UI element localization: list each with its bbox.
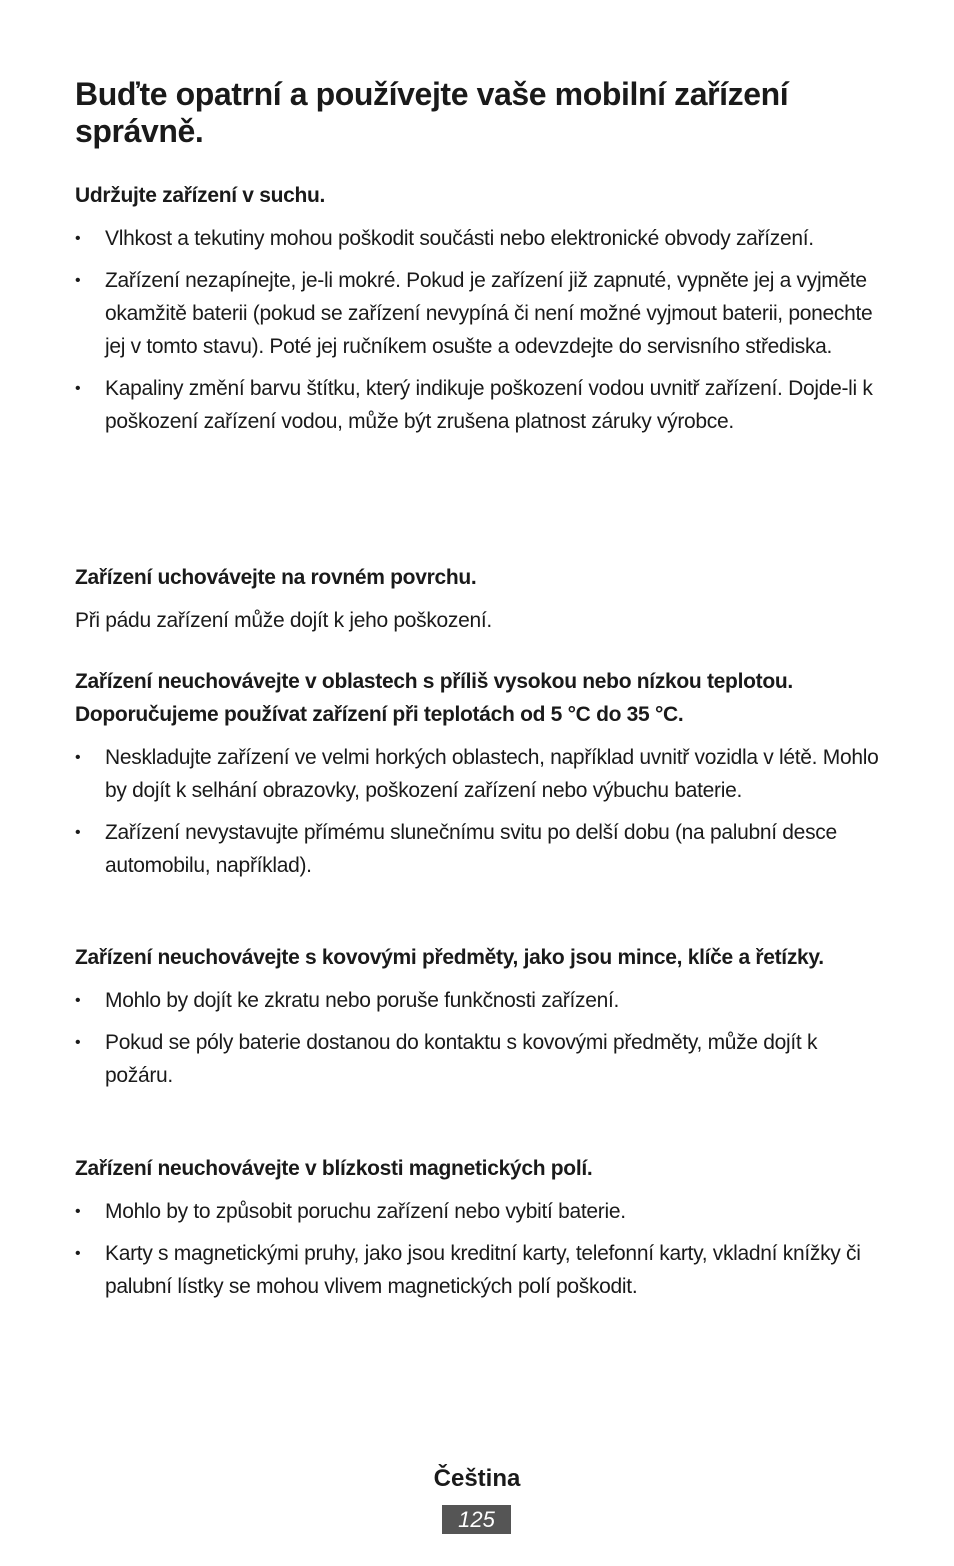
list-item: • Zařízení nevystavujte přímému slunečnímu svitu po delší dobu (na palubní desce automobilu, například). <box>75 816 885 882</box>
section-paragraph: Při pádu zařízení může dojít k jeho poškození. <box>75 609 492 632</box>
footer-language: Čeština <box>433 1465 521 1492</box>
bullet-list <box>75 222 885 438</box>
list-item: • Pokud se póly baterie dostanou do kontaktu s kovovými předměty, může dojít k požáru. <box>75 1026 885 1092</box>
list-item: • Vlhkost a tekutiny mohou poškodit součásti nebo elektronické obvody zařízení. <box>75 222 885 255</box>
bullet-icon: • <box>75 1203 81 1220</box>
list-item: • Neskladujte zařízení ve velmi horkých oblastech, například uvnitř vozidla v létě. Mohlo by dojít k selhání obrazovky, poškození zařízení nebo výbuchu baterie. <box>75 741 885 807</box>
section-heading: Zařízení uchovávejte na rovném povrchu. <box>75 566 477 589</box>
list-item: • Zařízení nezapínejte, je-li mokré. Pokud je zařízení již zapnuté, vypněte jej a vyjměte okamžitě baterii (pokud se zařízení nevypíná či není možné vyjmout baterii, ponechte jej v tomto stavu). Poté jej ručníkem osušte a odevzdejte do servisního střediska. <box>75 264 885 363</box>
section-heading: Udržujte zařízení v suchu. <box>75 184 326 207</box>
section-heading: Zařízení neuchovávejte v blízkosti magnetických polí. <box>75 1157 593 1180</box>
bullet-icon: • <box>75 749 81 766</box>
section-magnetic-fields <box>75 1152 885 1312</box>
bullet-icon: • <box>75 1245 81 1262</box>
list-item: • Kapaliny změní barvu štítku, který indikuje poškození vodou uvnitř zařízení. Dojde-li k poškození zařízení vodou, může být zrušena platnost záruky výrobce. <box>75 372 885 438</box>
list-item: • Mohlo by dojít ke zkratu nebo poruše funkčnosti zařízení. <box>75 984 885 1017</box>
bullet-list <box>75 1195 885 1303</box>
section-heading: Zařízení neuchovávejte s kovovými předměty, jako jsou mince, klíče a řetízky. <box>75 946 824 969</box>
section-temperature <box>75 665 885 891</box>
page-title: Buďte opatrní a používejte vaše mobilní zařízení správně. <box>75 76 789 149</box>
bullet-icon: • <box>75 824 81 841</box>
bullet-list <box>75 741 885 882</box>
bullet-icon: • <box>75 1034 81 1051</box>
list-item: • Mohlo by to způsobit poruchu zařízení nebo vybití baterie. <box>75 1195 885 1228</box>
list-item: • Karty s magnetickými pruhy, jako jsou kreditní karty, telefonní karty, vkladní knížky či palubní lístky se mohou vlivem magnetických polí poškodit. <box>75 1237 885 1303</box>
bullet-icon: • <box>75 272 81 289</box>
section-flat-surface <box>75 561 885 637</box>
bullet-icon: • <box>75 380 81 397</box>
bullet-icon: • <box>75 992 81 1009</box>
page-number-badge: 125 <box>442 1505 511 1534</box>
bullet-icon: • <box>75 230 81 247</box>
section-heading: Zařízení neuchovávejte v oblastech s příliš vysokou nebo nízkou teplotou. Doporučujeme používat zařízení při teplotách od 5 °C do 35 °C. <box>75 670 793 726</box>
bullet-list <box>75 984 885 1092</box>
section-keep-dry <box>75 179 885 447</box>
section-metal-objects <box>75 941 885 1101</box>
